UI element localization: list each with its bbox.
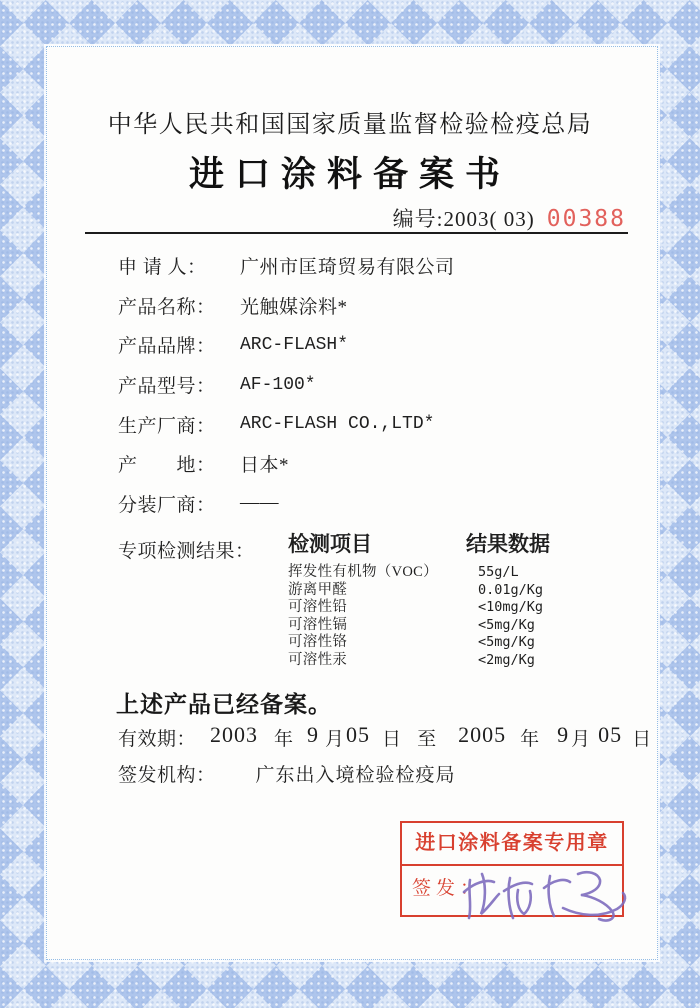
- validity-from-day: 05: [346, 722, 371, 747]
- issuing-authority-title: 中华人民共和国国家质量监督检验检疫总局: [107, 112, 593, 138]
- stamp-sign-label: 签发：: [412, 878, 485, 899]
- column-header-item: 检测项目: [288, 532, 372, 556]
- field-row-repacker: [118, 484, 588, 524]
- field-row-manufacturer: [118, 404, 588, 444]
- serial-number: 00388: [546, 206, 626, 232]
- test-result: <5mg/Kg: [478, 634, 535, 651]
- column-header-result: 结果数据: [466, 532, 550, 556]
- test-item: 游离甲醛: [288, 581, 348, 598]
- document-title: 进口涂料备案书: [188, 155, 511, 194]
- field-value: AF-100*: [240, 374, 316, 395]
- day-char: 日: [382, 729, 402, 750]
- field-label: 分装厂商：: [118, 494, 216, 516]
- field-row-brand: [118, 325, 588, 365]
- field-row-model: [118, 365, 588, 405]
- table-row: [288, 582, 618, 600]
- field-value: ARC-FLASH*: [240, 334, 349, 355]
- test-item: 可溶性铬: [288, 634, 348, 651]
- table-rows: [288, 564, 618, 670]
- field-row-applicant: [118, 246, 588, 286]
- field-label: 生产厂商：: [118, 415, 216, 437]
- test-result: 55g/L: [478, 564, 519, 580]
- month-char: 月: [571, 729, 591, 750]
- field-value: ARC-FLASH CO.,LTD*: [240, 414, 435, 435]
- field-label: 产品名称：: [118, 296, 216, 318]
- header-divider: [85, 232, 628, 234]
- validity-to-year: 2005: [458, 722, 507, 747]
- test-item: 可溶性铅: [288, 599, 348, 616]
- stamp-sign-row: [402, 866, 622, 911]
- field-value: ——: [240, 492, 279, 514]
- until-char: 至: [417, 729, 437, 750]
- field-value: 光触媒涂料*: [240, 296, 348, 318]
- table-row: [288, 617, 618, 635]
- handwritten-signature: [460, 864, 632, 930]
- field-value: 广州市匡琦贸易有限公司: [240, 257, 455, 279]
- table-row: [288, 652, 618, 670]
- test-item: 可溶性汞: [288, 651, 348, 668]
- table-row: [288, 564, 618, 582]
- field-label: 申 请 人：: [118, 257, 207, 279]
- test-result: <2mg/Kg: [478, 651, 535, 668]
- table-row: [288, 634, 618, 652]
- issuing-agency-line: [118, 760, 456, 787]
- field-value: 日本*: [240, 455, 290, 477]
- issuer-value: 广东出入境检验检疫局: [255, 765, 456, 786]
- field-label: 产品品牌：: [118, 336, 216, 358]
- field-label: 产品型号：: [118, 376, 216, 398]
- serial-label: 编号:: [392, 207, 444, 231]
- issuer-label: 签发机构：: [118, 765, 216, 786]
- test-results-table: [288, 528, 618, 670]
- field-list: [118, 246, 588, 523]
- validity-period-line: [118, 724, 651, 751]
- test-item: 可溶性镉: [288, 616, 348, 633]
- test-results-section-label: 专项检测结果：: [118, 541, 255, 562]
- test-result: 0.01g/Kg: [478, 581, 544, 598]
- field-label: 产 地：: [118, 455, 216, 477]
- day-char: 日: [632, 729, 652, 750]
- validity-from-month: 9: [307, 722, 320, 747]
- registration-stamp: [400, 821, 624, 917]
- registration-statement: 上述产品已经备案。: [116, 691, 332, 717]
- serial-prefix: 2003( 03): [443, 207, 535, 231]
- test-item: 挥发性有机物（VOC）: [288, 564, 438, 580]
- test-result: <10mg/Kg: [478, 599, 544, 616]
- validity-to-day: 05: [598, 722, 623, 747]
- table-row: [288, 599, 618, 617]
- table-header: [288, 528, 618, 558]
- year-char: 年: [274, 729, 294, 750]
- field-row-product-name: [118, 286, 588, 326]
- test-result: <5mg/Kg: [478, 616, 535, 633]
- year-char: 年: [520, 729, 540, 750]
- month-char: 月: [325, 729, 345, 750]
- serial-number-line: [393, 203, 626, 233]
- field-row-origin: [118, 444, 588, 484]
- validity-to-month: 9: [557, 722, 570, 747]
- validity-from-year: 2003: [210, 722, 259, 747]
- stamp-title: 进口涂料备案专用章: [402, 823, 622, 866]
- validity-label: 有效期：: [118, 729, 197, 750]
